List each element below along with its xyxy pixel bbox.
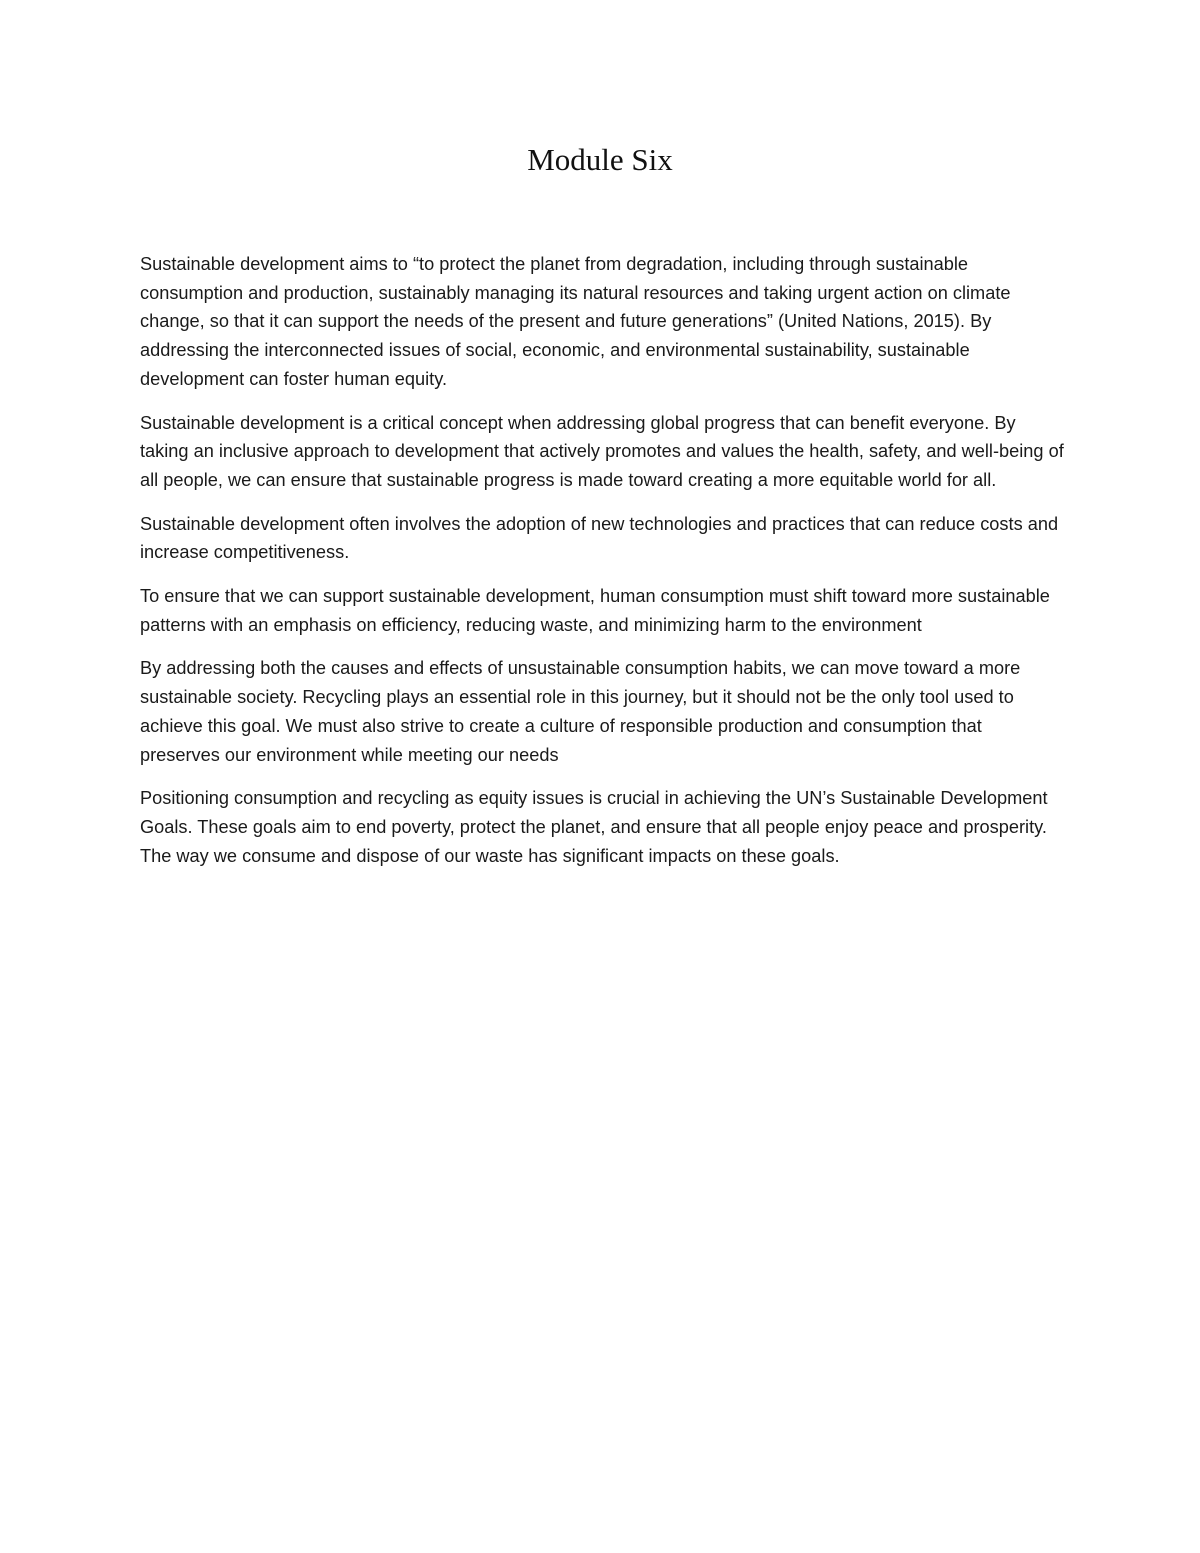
page-title: Module Six [527,142,673,177]
paragraph-6: Positioning consumption and recycling as equity issues is crucial in achieving the UN’s Sustainable Development Goals. These goals aim to end poverty, protect the planet, and ensure that all people enjoy peace and prosperity. The way we consume and dispose of our waste has significant impacts on these goals. [140,788,1048,866]
document-body [140,250,1065,885]
paragraph-1: Sustainable development aims to “to protect the planet from degradation, including through sustainable consumption and production, sustainably managing its natural resources and taking urgent action on climate change, so that it can support the needs of the present and future generations” (United Nations, 2015). By addressing the interconnected issues of social, economic, and environmental sustainability, sustainable development can foster human equity. [140,254,1011,389]
paragraph-3: Sustainable development often involves the adoption of new technologies and practices that can reduce costs and increase competitiveness. [140,513,1059,563]
paragraph-5: By addressing both the causes and effects of unsustainable consumption habits, we can move toward a more sustainable society. Recycling plays an essential role in this journey, but it should not be the only tool used to achieve this goal. We must also strive to create a culture of responsible production and consumption that preserves our environment while meeting our needs [140,658,1021,765]
paragraph-2: Sustainable development is a critical concept when addressing global progress that can benefit everyone. By taking an inclusive approach to development that actively promotes and values the health, safety, and well-being of all people, we can ensure that sustainable progress is made toward creating a more equitable world for all. [140,412,1064,490]
paragraph-4: To ensure that we can support sustainable development, human consumption must shift toward more sustainable patterns with an emphasis on efficiency, reducing waste, and minimizing harm to the environment [140,586,1050,635]
